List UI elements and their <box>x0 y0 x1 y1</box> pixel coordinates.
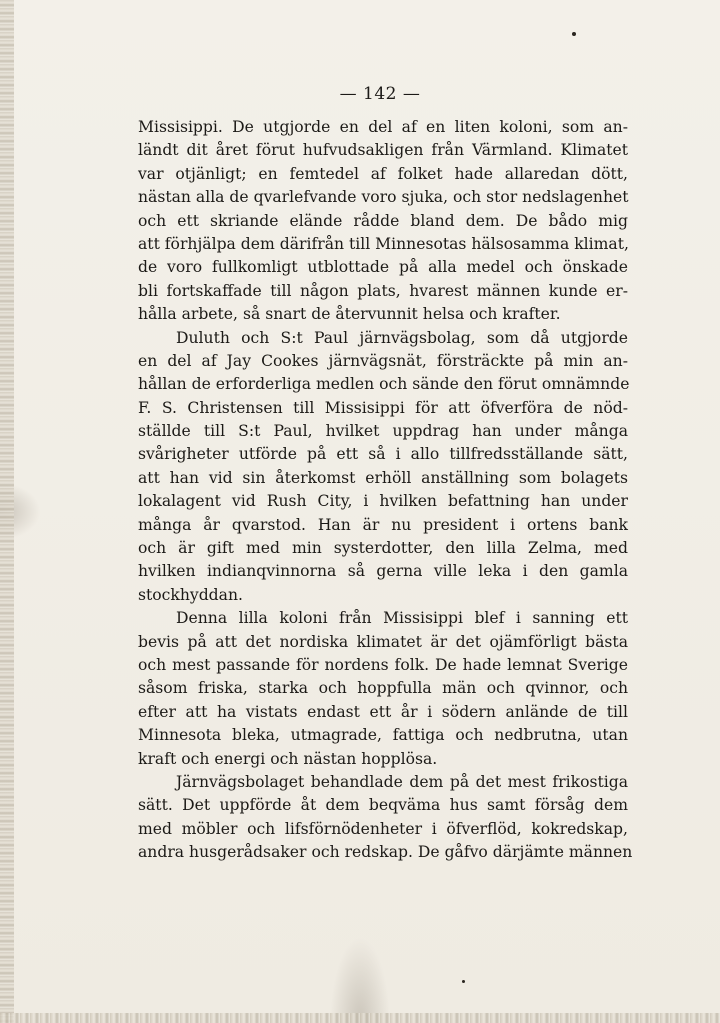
paragraph <box>138 607 628 771</box>
text-line: och ett skriande elände rådde bland dem. De bådo mig <box>138 211 628 230</box>
text-line: såsom friska, starka och hoppfulla män och qvinnor, och <box>138 679 628 698</box>
page-bottom-edge-shadow <box>0 1013 720 1023</box>
text-line: kraft och energi och nästan hopplösa. <box>138 749 438 768</box>
paragraph <box>138 771 633 865</box>
text-line: en del af Jay Cookes järnvägsnät, försträckte på min an- <box>138 351 628 370</box>
text-line: att förhjälpa dem därifrån till Minnesotas hälsosamma klimat, <box>138 234 629 253</box>
page-left-edge-shadow <box>0 0 14 1023</box>
text-line: stockhyddan. <box>138 585 243 604</box>
text-line: hålla arbete, så snart de återvunnit helsa och krafter. <box>138 305 561 324</box>
text-line: Järnvägsbolaget behandlade dem på det mest frikostiga <box>176 772 628 791</box>
text-line: hvilken indianqvinnorna så gerna ville leka i den gamla <box>138 562 628 581</box>
text-line: många år qvarstod. Han är nu president i ortens bank <box>138 515 628 534</box>
text-line: Minnesota bleka, utmagrade, fattiga och nedbrutna, utan <box>138 726 628 745</box>
text-line: F. S. Christensen till Missisippi för att öfverföra de nöd- <box>138 398 628 417</box>
text-line: Missisippi. De utgjorde en del af en liten koloni, som an- <box>138 118 628 136</box>
text-line: de voro fullkomligt utblottade på alla medel och önskade <box>138 258 628 277</box>
text-line: sätt. Det uppförde åt dem beqväma hus samt försåg dem <box>138 796 628 815</box>
paragraph <box>138 116 628 327</box>
text-line: ländt dit året förut hufvudsakligen från Värmland. Klimatet <box>138 141 628 160</box>
text-line: med möbler och lifsförnödenheter i öfverflöd, kokredskap, <box>138 819 628 838</box>
text-line: var otjänligt; en femtedel af folket hade allaredan dött, <box>138 164 628 183</box>
paragraph <box>138 327 628 608</box>
ink-speck <box>572 32 576 36</box>
body-text <box>138 116 633 865</box>
text-line: och är gift med min systerdotter, den lilla Zelma, med <box>138 539 628 558</box>
text-line: Duluth och S:t Paul järnvägsbolag, som då utgjorde <box>176 328 628 347</box>
text-line: att han vid sin återkomst erhöll anställning som bolagets <box>138 468 628 487</box>
text-line: ställde till S:t Paul, hvilket uppdrag han under många <box>138 422 628 441</box>
text-line: Denna lilla koloni från Missisippi blef i sanning ett <box>176 609 628 628</box>
text-line: svårigheter utförde på ett så i allo tillfredsställande sätt, <box>138 445 628 464</box>
text-line: efter att ha vistats endast ett år i södern anlände de till <box>138 702 628 721</box>
text-line: andra husgerådsaker och redskap. De gåfvo därjämte männen <box>138 843 633 862</box>
ink-speck <box>462 980 465 983</box>
text-line: hållan de erforderliga medlen och sände den förut omnämnde <box>138 375 630 394</box>
page-number: — 142 — <box>339 84 421 104</box>
text-line: lokalagent vid Rush City, i hvilken befattning han under <box>138 492 628 511</box>
text-line: och mest passande för nordens folk. De hade lemnat Sverige <box>138 655 628 674</box>
text-line: bli fortskaffade till någon plats, hvarest männen kunde er- <box>138 281 628 300</box>
text-line: nästan alla de qvarlefvande voro sjuka, och stor nedslagenhet <box>138 188 629 207</box>
text-line: bevis på att det nordiska klimatet är det ojämförligt bästa <box>138 632 628 651</box>
